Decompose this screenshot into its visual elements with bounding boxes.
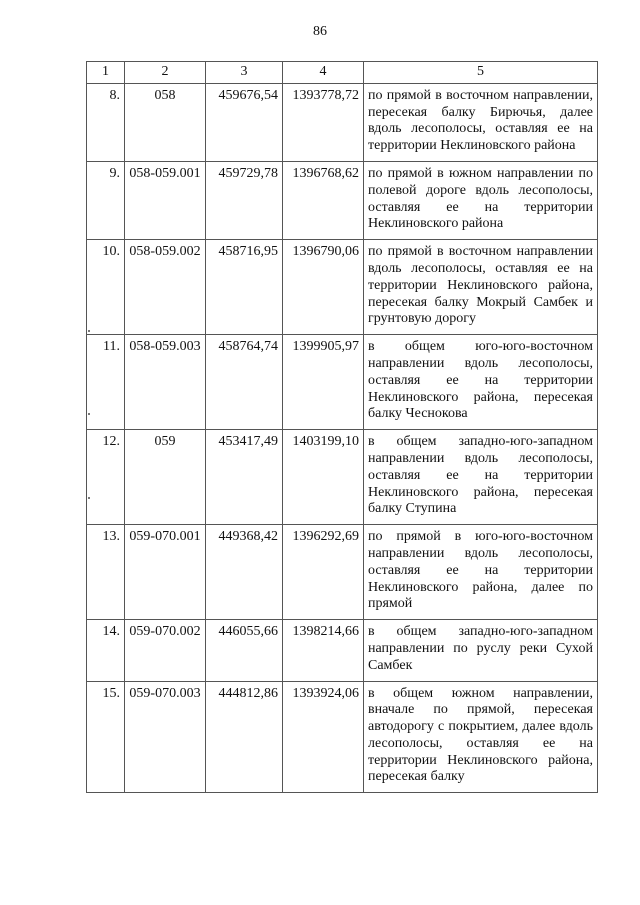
point-id: 058 [125, 83, 206, 161]
coord-x: 459729,78 [206, 161, 283, 239]
row-number: 11. [87, 335, 125, 430]
coord-y: 1399905,97 [283, 335, 364, 430]
route-description: в общем юго-юго-восточном направлении вдоль лесополосы, оставляя ее на территории Неклиновского района, пересекая балку Чеснокова [364, 335, 598, 430]
point-id: 058-059.003 [125, 335, 206, 430]
coord-x: 458716,95 [206, 240, 283, 335]
header-cell: 5 [364, 62, 598, 84]
page-number: 86 [313, 24, 327, 39]
row-number: 8. [87, 83, 125, 161]
coord-y: 1398214,66 [283, 620, 364, 681]
row-number: 13. [87, 525, 125, 620]
point-id: 059-070.001 [125, 525, 206, 620]
row-number: 12. [87, 430, 125, 525]
table-row [87, 430, 598, 525]
coord-y: 1396768,62 [283, 161, 364, 239]
table-header [87, 62, 598, 84]
table-row [87, 240, 598, 335]
header-cell: 2 [125, 62, 206, 84]
route-description: по прямой в восточном направлении вдоль лесополосы, оставляя ее на территории Неклиновского района, пересекая балку Мокрый Самбек и грунтовую дорогу [364, 240, 598, 335]
coord-y: 1396292,69 [283, 525, 364, 620]
coord-y: 1403199,10 [283, 430, 364, 525]
route-description: по прямой в юго-юго-восточном направлении вдоль лесополосы, оставляя ее на территории Неклиновского района, далее по прямой [364, 525, 598, 620]
coord-x: 444812,86 [206, 681, 283, 793]
table-row [87, 161, 598, 239]
row-number: 14. [87, 620, 125, 681]
table-row [87, 525, 598, 620]
coord-y: 1393778,72 [283, 83, 364, 161]
route-description: по прямой в восточном направлении, пересекая балку Бирючья, далее вдоль лесополосы, оставляя ее на территории Неклиновского района [364, 83, 598, 161]
table-row [87, 620, 598, 681]
row-number: 15. [87, 681, 125, 793]
coord-x: 446055,66 [206, 620, 283, 681]
table-row [87, 681, 598, 793]
table-row [87, 83, 598, 161]
point-id: 058-059.001 [125, 161, 206, 239]
coord-x: 449368,42 [206, 525, 283, 620]
header-cell: 3 [206, 62, 283, 84]
route-description: в общем западно-юго-западном направлении по руслу реки Сухой Самбек [364, 620, 598, 681]
row-number: 9. [87, 161, 125, 239]
point-id: 059 [125, 430, 206, 525]
coord-y: 1396790,06 [283, 240, 364, 335]
coord-y: 1393924,06 [283, 681, 364, 793]
header-cell: 4 [283, 62, 364, 84]
point-id: 059-070.002 [125, 620, 206, 681]
coord-x: 458764,74 [206, 335, 283, 430]
route-description: в общем западно-юго-западном направлении вдоль лесополосы, оставляя ее на территории Неклиновского района, пересекая балку Ступина [364, 430, 598, 525]
coord-x: 459676,54 [206, 83, 283, 161]
route-description: в общем южном направлении, вначале по прямой, пересекая автодорогу с покрытием, далее вдоль лесополосы, оставляя ее на территории Неклиновского района, пересекая балку [364, 681, 598, 793]
coord-x: 453417,49 [206, 430, 283, 525]
route-description: по прямой в южном направлении по полевой дороге вдоль лесополосы, оставляя ее на территории Неклиновского района [364, 161, 598, 239]
table-row [87, 335, 598, 430]
boundary-table [86, 61, 598, 793]
header-cell: 1 [87, 62, 125, 84]
row-number: 10. [87, 240, 125, 335]
point-id: 058-059.002 [125, 240, 206, 335]
point-id: 059-070.003 [125, 681, 206, 793]
